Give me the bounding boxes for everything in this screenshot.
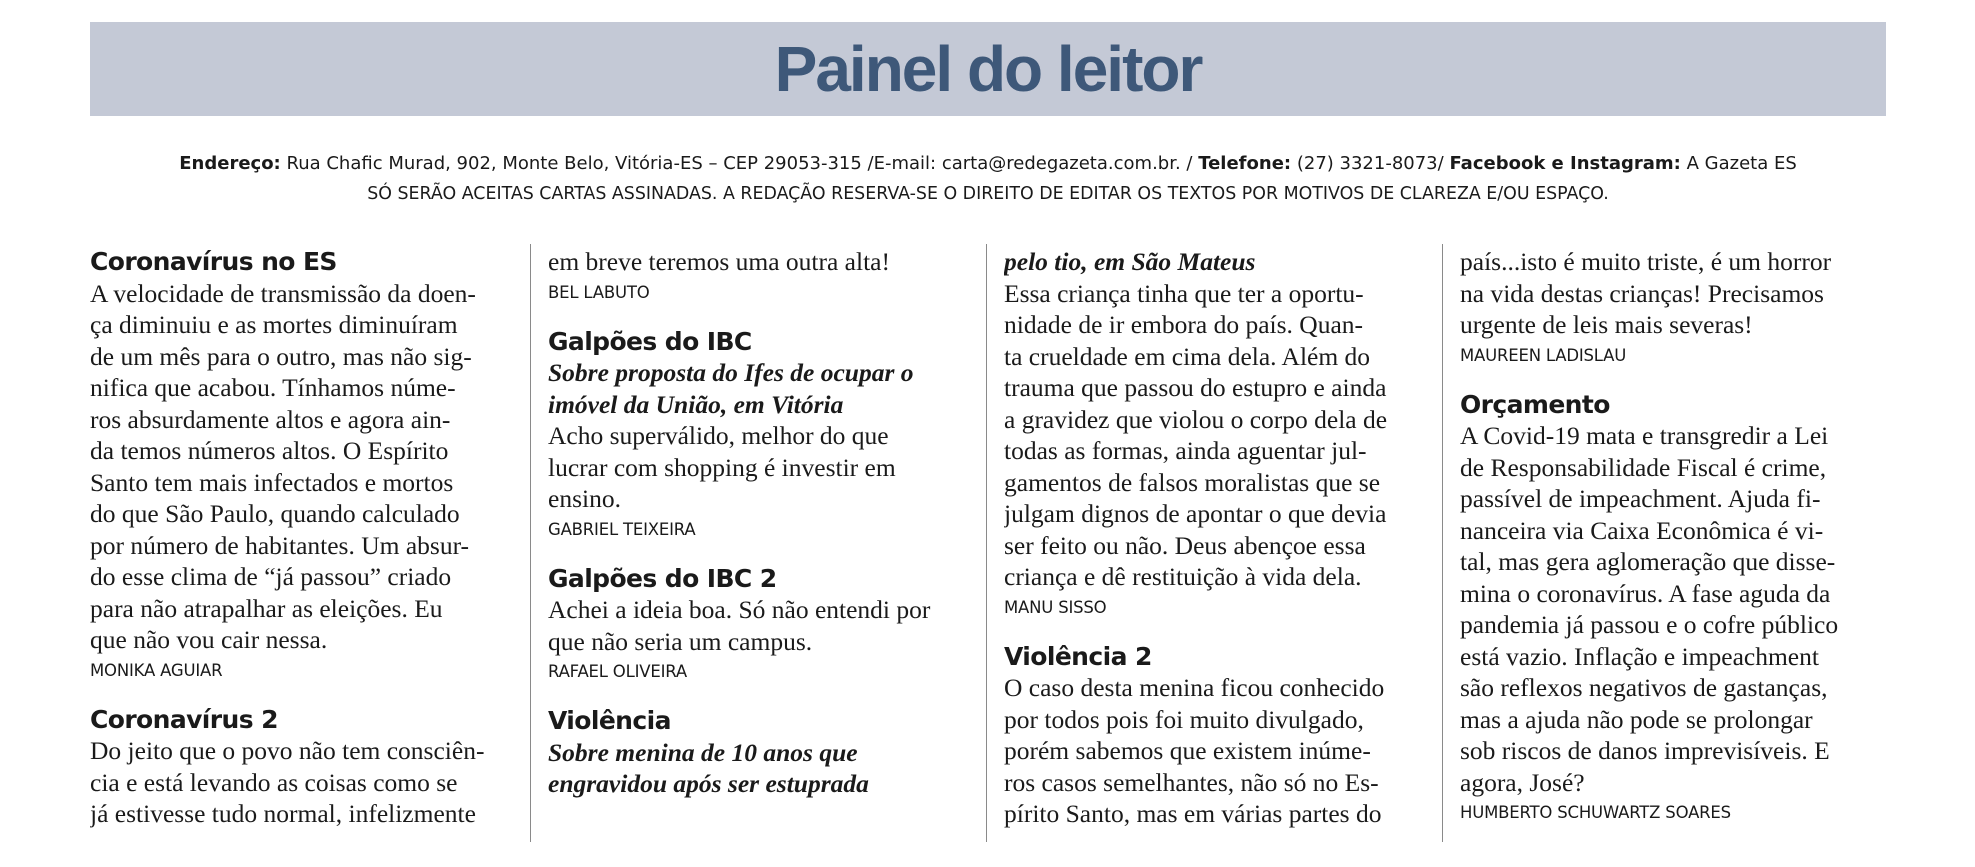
text-line: que não vou cair nessa. bbox=[90, 625, 328, 654]
address-label: Endereço: bbox=[179, 153, 281, 174]
letter-title: Coronavírus 2 bbox=[90, 704, 278, 734]
subtitle-line: Sobre menina de 10 anos que bbox=[548, 737, 858, 767]
text-line: nidade de ir embora do país. Quan- bbox=[1004, 310, 1364, 339]
letter-coronavirus-es bbox=[90, 246, 520, 686]
text-line: A Covid-19 mata e transgredir a Lei bbox=[1460, 421, 1829, 450]
column-1 bbox=[90, 246, 520, 846]
letter-title: Orçamento bbox=[1460, 389, 1610, 419]
text-line: ensino. bbox=[548, 484, 621, 513]
text-line: na vida destas crianças! Precisamos bbox=[1460, 278, 1824, 308]
letter-violencia-continued bbox=[1004, 246, 1434, 623]
text-line: são reflexos negativos de gastanças, bbox=[1460, 673, 1828, 702]
editorial-notice: SÓ SERÃO ACEITAS CARTAS ASSINADAS. A REDAÇÃO RESERVA-SE O DIREITO DE EDITAR OS TEXTOS POR MOTIVOS DE CLAREZA E/OU ESPAÇO. bbox=[367, 184, 1609, 204]
letter-author: MAUREEN LADISLAU bbox=[1460, 345, 1627, 365]
letter-violencia-2 bbox=[1004, 641, 1434, 830]
letter-body bbox=[548, 420, 978, 515]
text-line: agora, José? bbox=[1460, 767, 1585, 797]
text-line: a gravidez que violou o corpo dela de bbox=[1004, 404, 1388, 434]
letter-body bbox=[1004, 278, 1434, 593]
text-line: trauma que passou do estupro e ainda bbox=[1004, 373, 1387, 402]
text-line: para não atrapalhar as eleições. Eu bbox=[90, 593, 443, 623]
letter-body bbox=[1460, 246, 1890, 341]
text-line: gamentos de falsos moralistas que se bbox=[1004, 467, 1381, 497]
subtitle-line: engravidou após ser estuprada bbox=[548, 769, 869, 798]
letter-violencia bbox=[548, 705, 978, 800]
text-line: está vazio. Inflação e impeachment bbox=[1460, 641, 1819, 671]
section-banner bbox=[90, 22, 1886, 116]
section-title: Painel do leitor bbox=[774, 33, 1202, 105]
letter-violencia-2-continued bbox=[1460, 246, 1890, 371]
text-line: mas a ajuda não pode se prolongar bbox=[1460, 704, 1813, 734]
text-line: mina o coronavírus. A fase aguda da bbox=[1460, 578, 1831, 608]
text-line: A velocidade de transmissão da doen- bbox=[90, 278, 476, 308]
text-line: ser feito ou não. Deus abençoe essa bbox=[1004, 530, 1366, 560]
letter-galpoes-ibc-2 bbox=[548, 563, 978, 688]
letter-title: Galpões do IBC bbox=[548, 326, 752, 356]
letter-body bbox=[1004, 672, 1434, 830]
text-line: Acho superválido, melhor do que bbox=[548, 421, 889, 450]
letter-title: Violência bbox=[548, 706, 671, 735]
column-divider bbox=[986, 244, 987, 842]
text-line: do que São Paulo, quando calculado bbox=[90, 499, 460, 528]
subtitle-line: Sobre proposta do Ifes de ocupar o bbox=[548, 358, 914, 387]
text-line: urgente de leis mais severas! bbox=[1460, 310, 1753, 339]
letter-author: MONIKA AGUIAR bbox=[90, 660, 223, 680]
letter-subtitle bbox=[1004, 246, 1434, 278]
text-line: lucrar com shopping é investir em bbox=[548, 452, 896, 482]
text-line: do esse clima de “já passou” criado bbox=[90, 562, 452, 591]
text-line: nanceira via Caixa Econômica é vi- bbox=[1460, 515, 1824, 545]
text-line: de um mês para o outro, mas não sig- bbox=[90, 341, 472, 371]
text-line: cia e está levando as coisas como se bbox=[90, 767, 458, 797]
text-line: todas as formas, ainda aguentar jul- bbox=[1004, 436, 1367, 465]
letter-orcamento bbox=[1460, 389, 1890, 829]
text-line: ça diminuiu e as mortes diminuíram bbox=[90, 310, 458, 339]
text-line: tal, mas gera aglomeração que disse- bbox=[1460, 547, 1836, 576]
letter-title: Violência 2 bbox=[1004, 641, 1152, 671]
text-line: O caso desta menina ficou conhecido bbox=[1004, 673, 1385, 702]
text-line: ros casos semelhantes, não só no Es- bbox=[1004, 767, 1379, 797]
subtitle-line: imóvel da União, em Vitória bbox=[548, 389, 844, 419]
letter-author: HUMBERTO SCHUWARTZ SOARES bbox=[1460, 803, 1731, 822]
letter-author: RAFAEL OLIVEIRA bbox=[548, 662, 687, 681]
letter-author: MANU SISSO bbox=[1004, 597, 1107, 617]
phone-label: Telefone: bbox=[1198, 153, 1292, 174]
text-line: passível de impeachment. Ajuda fi- bbox=[1460, 484, 1821, 513]
text-line: por número de habitantes. Um absur- bbox=[90, 530, 470, 560]
letter-body bbox=[1460, 420, 1890, 798]
social-label: Facebook e Instagram: bbox=[1449, 153, 1681, 174]
letter-coronavirus-2 bbox=[90, 704, 520, 830]
text-line: porém sabemos que existem inúme- bbox=[1004, 736, 1371, 765]
letter-body bbox=[90, 278, 520, 656]
column-4 bbox=[1460, 246, 1890, 846]
contact-info bbox=[90, 155, 1886, 173]
column-divider bbox=[530, 244, 531, 842]
address-text: Rua Chafic Murad, 902, Monte Belo, Vitória-ES – CEP 29053-315 /E-mail: carta@redegazeta.com.br. / bbox=[286, 153, 1193, 174]
letter-body bbox=[548, 246, 978, 278]
text-line: Essa criança tinha que ter a oportu- bbox=[1004, 278, 1364, 308]
subtitle-line: pelo tio, em São Mateus bbox=[1004, 247, 1256, 276]
letter-coronavirus-2-continued bbox=[548, 246, 978, 308]
text-line: julgam dignos de apontar o que devia bbox=[1004, 499, 1387, 528]
column-divider bbox=[1442, 244, 1443, 842]
text-line: de Responsabilidade Fiscal é crime, bbox=[1460, 452, 1827, 482]
social-text: A Gazeta ES bbox=[1686, 153, 1797, 174]
letter-title: Coronavírus no ES bbox=[90, 247, 337, 276]
text-line: que não seria um campus. bbox=[548, 626, 813, 656]
text-line: pandemia já passou e o cofre público bbox=[1460, 610, 1839, 639]
phone-text: (27) 3321-8073/ bbox=[1296, 153, 1444, 174]
text-line: da temos números altos. O Espírito bbox=[90, 436, 449, 465]
letter-body bbox=[548, 594, 978, 657]
column-3 bbox=[1004, 246, 1434, 846]
text-line: ta crueldade em cima dela. Além do bbox=[1004, 341, 1371, 371]
column-2 bbox=[548, 246, 978, 846]
text-line: Achei a ideia boa. Só não entendi por bbox=[548, 595, 931, 624]
text-line: criança e dê restituição à vida dela. bbox=[1004, 562, 1362, 591]
letter-subtitle bbox=[548, 737, 978, 800]
text-line: ros absurdamente altos e agora ain- bbox=[90, 404, 451, 434]
text-line: Do jeito que o povo não tem consciên- bbox=[90, 736, 485, 765]
letter-body bbox=[90, 735, 520, 830]
text-line: em breve teremos uma outra alta! bbox=[548, 247, 890, 276]
letter-author: GABRIEL TEIXEIRA bbox=[548, 519, 696, 539]
letter-title: Galpões do IBC 2 bbox=[548, 563, 777, 593]
text-line: já estivesse tudo normal, infelizmente bbox=[90, 799, 476, 828]
text-line: Santo tem mais infectados e mortos bbox=[90, 467, 454, 497]
text-line: nifica que acabou. Tínhamos núme- bbox=[90, 373, 456, 402]
text-line: país...isto é muito triste, é um horror bbox=[1460, 247, 1832, 276]
letter-author: BEL LABUTO bbox=[548, 282, 650, 302]
text-line: por todos pois foi muito divulgado, bbox=[1004, 704, 1364, 734]
text-line: sob riscos de danos imprevisíveis. E bbox=[1460, 736, 1830, 765]
text-line: pírito Santo, mas em várias partes do bbox=[1004, 799, 1382, 828]
letter-subtitle bbox=[548, 357, 978, 420]
letter-galpoes-ibc bbox=[548, 326, 978, 545]
